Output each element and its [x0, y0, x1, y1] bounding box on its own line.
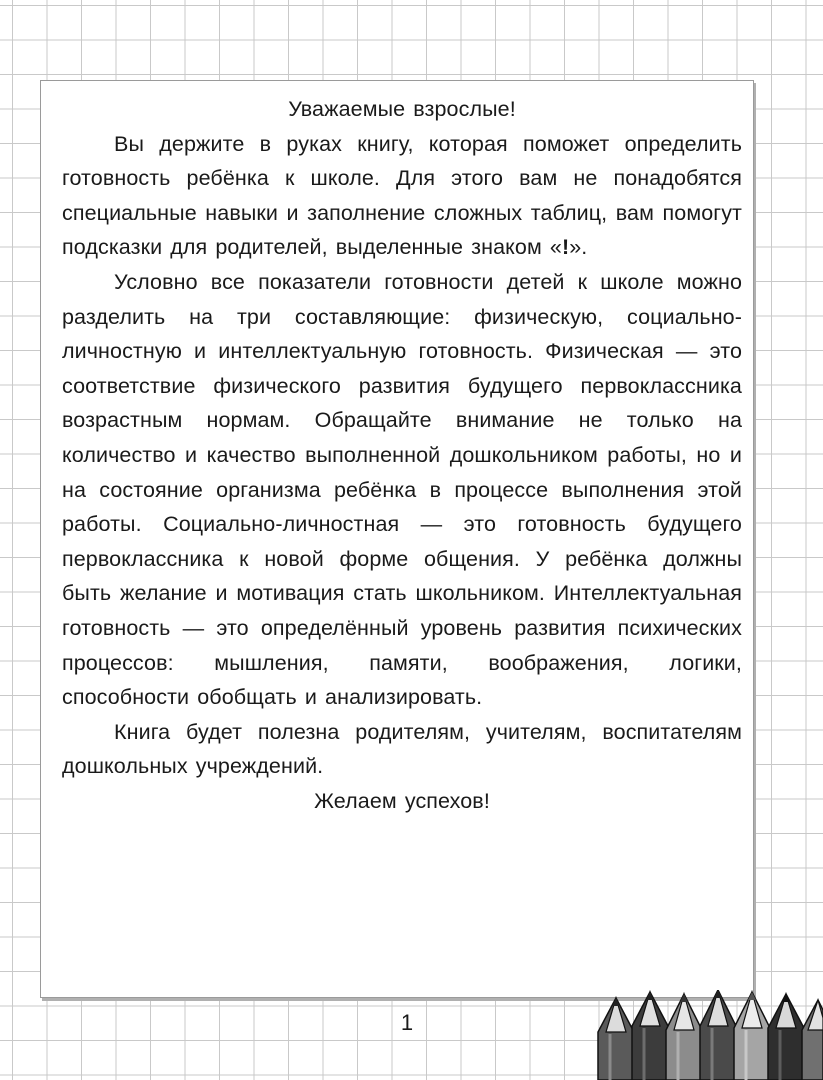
- pencil-icon: [598, 998, 634, 1080]
- pencil-icon: [632, 992, 668, 1080]
- paragraph-intro: [62, 127, 742, 265]
- exclamation-mark: !: [561, 235, 570, 260]
- pencil-icon: [802, 1000, 823, 1080]
- pencil-icon: [700, 990, 736, 1080]
- greeting: Уважаемые взрослые!: [288, 97, 516, 121]
- paragraph-readiness: Условно все показатели готовности детей к школе можно разделить на три составляющие: физическую, социально-личностную и интеллектуальную готовность. Физическая — это соответствие физического развития будущего первоклассника возрастным нормам. Обращайте внимание не только на количество и качество выполненной дошкольником работы, но и на состояние организма ребёнка в процессе выполнения этой работы. Социально-личностная — это готовность будущего первоклассника к новой форме общения. У ребёнка должны быть желание и мотивация стать школьником. Интеллектуальная готовность — это определённый уровень развития психических процессов: мышления, памяти, воображения, логики, способности обобщать и анализировать.: [62, 269, 742, 710]
- pencil-icon: [768, 994, 804, 1080]
- pencils-illustration: [596, 990, 823, 1080]
- pencil-icon: [666, 994, 702, 1080]
- paragraph-usefulness: Книга будет полезна родителям, учителям, воспитателям дошкольных учреждений.: [62, 719, 742, 779]
- closing-wish: Желаем успехов!: [314, 788, 490, 813]
- paragraph-intro-end: ».: [569, 235, 588, 260]
- pencil-icon: [734, 992, 770, 1080]
- page-number: 1: [393, 1008, 421, 1038]
- paragraph-intro-text: Вы держите в руках книгу, которая поможет определить готовность ребёнка к школе. Для этого вам не понадобятся специальные навыки и заполнение сложных таблиц, вам помогут подсказки для родителей, выделенные знаком «: [62, 131, 742, 260]
- intro-text: [62, 92, 742, 818]
